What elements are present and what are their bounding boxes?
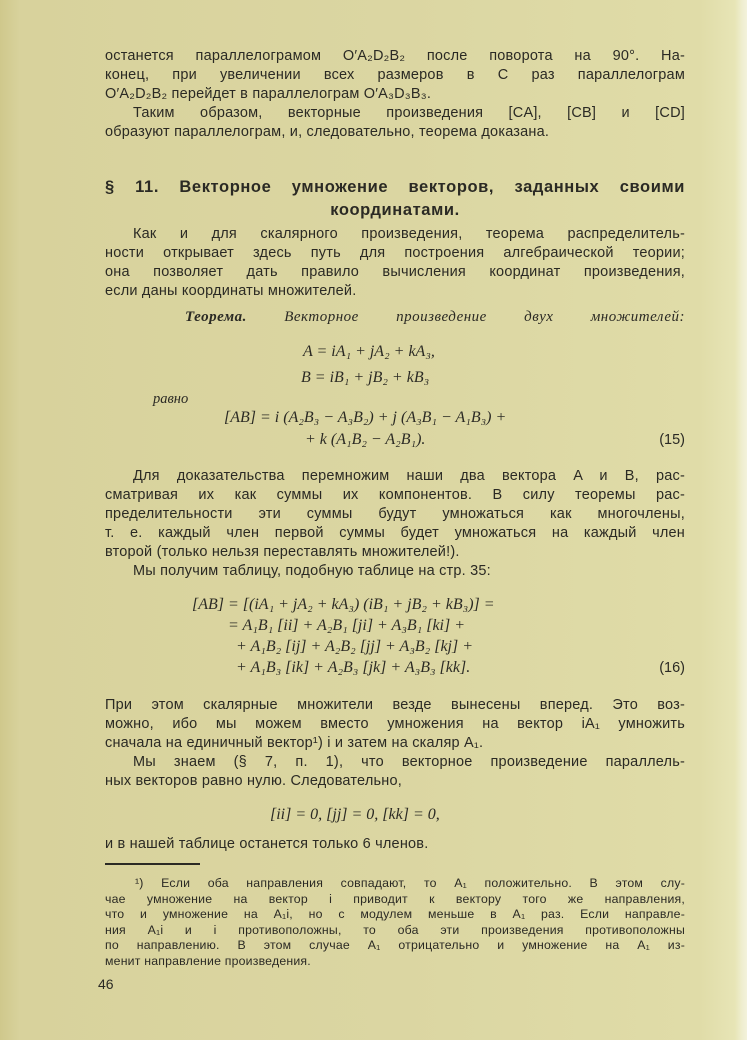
text-line: можно, ибо мы можем вместо умножения на вектор iA₁ умножить: [105, 716, 685, 732]
word-ravno: равно: [153, 391, 189, 407]
text-line: чае умножение на вектор i приводит к вектору того же направления,: [105, 891, 685, 906]
text-line: пределительности эти суммы будут умножаться как многочлены,: [105, 506, 685, 522]
text-line: Как и для скалярного произведения, теорема распределитель-: [133, 226, 685, 242]
equation-16-line-3: + A₁B₂ [ij] + A₂B₂ [jj] + A₃B₂ [kj] +: [236, 638, 474, 655]
equation-16-line-1: [AB] = [(iA₁ + jA₂ + kA₃) (iB₁ + jB₂ + kB₃)] =: [192, 596, 495, 613]
footnote: [105, 876, 685, 970]
theorem-text: Векторное произведение двух множителей:: [284, 309, 685, 325]
equation-16-number: (16): [659, 660, 685, 676]
text-line: O′A₂D₂B₂ перейдет в параллелограм O′A₃D₃B₃.: [105, 86, 432, 102]
text-line: второй (только нельзя переставлять множителей!).: [105, 544, 460, 560]
equation-16-line-2: = A₁B₁ [ii] + A₂B₁ [ji] + A₃B₁ [ki] +: [228, 617, 466, 634]
text-line: она позволяет дать правило вычисления координат произведения,: [105, 264, 685, 280]
paragraph-proof: [105, 467, 685, 581]
paragraph-six-terms: [105, 835, 685, 854]
text-line: менит направление произведения.: [105, 953, 311, 968]
section-heading: [105, 176, 685, 222]
text-line: § 11. Векторное умножение векторов, заданных своими: [105, 178, 685, 196]
intro-paragraph: [105, 47, 685, 142]
page-number: 46: [98, 976, 114, 992]
text-line: сматривая их как суммы их компонентов. В силу теоремы рас-: [105, 487, 685, 503]
equation-16-line-4: + A₁B₃ [ik] + A₂B₃ [jk] + A₃B₃ [kk].: [236, 659, 471, 676]
paragraph-parallel-vectors: [105, 753, 685, 791]
text-line: сначала на единичный вектор¹) i и затем на скаляр A₁.: [105, 735, 484, 751]
text-line: При этом скалярные множители везде вынесены вперед. Это воз-: [105, 697, 685, 713]
text-line: что и умножение на A₁i, но с модулем меньше в A₁ раз. Если направле-: [105, 907, 685, 922]
equation-zero-products: [ii] = 0, [jj] = 0, [kk] = 0,: [270, 806, 440, 823]
text-line: Мы знаем (§ 7, п. 1), что векторное произведение параллель-: [133, 754, 685, 770]
theorem-label: Теорема.: [185, 309, 247, 325]
text-line: конец, при увеличении всех размеров в C раз параллелограм: [105, 67, 685, 83]
text-line: Мы получим таблицу, подобную таблице на стр. 35:: [133, 563, 491, 579]
text-line: Таким образом, векторные произведения [CA], [CB] и [CD]: [133, 105, 685, 121]
text-line: ности открывает здесь путь для построения алгебраической теории;: [105, 245, 685, 261]
text-line: если даны координаты множителей.: [105, 283, 357, 299]
text-line: Для доказательства перемножим наши два вектора A и B, рас-: [133, 468, 685, 484]
text-line: ных векторов равно нулю. Следовательно,: [105, 773, 402, 789]
equation-vector-b: B = iB₁ + jB₂ + kB₃: [301, 369, 430, 386]
equation-vector-a: A = iA₁ + jA₂ + kA₃,: [303, 343, 435, 360]
text-line: ¹) Если оба направления совпадают, то A₁ положительно. В этом слу-: [135, 876, 685, 890]
equation-15-line-2: + k (A₁B₂ − A₂B₁).: [305, 431, 426, 448]
theorem-statement: [185, 307, 685, 327]
text-line: останется параллелограмом O′A₂D₂B₂ после поворота на 90°. На-: [105, 48, 685, 64]
text-line: образуют параллелограм, и, следовательно, теорема доказана.: [105, 124, 550, 140]
equation-15-line-1: [AB] = i (A₂B₃ − A₃B₂) + j (A₃B₁ − A₁B₃) +: [224, 409, 507, 426]
text-line: и в нашей таблице останется только 6 членов.: [105, 836, 429, 852]
text-line: координатами.: [330, 201, 460, 219]
paragraph-scalar-factors: [105, 696, 685, 753]
paragraph-distributivity: [105, 225, 685, 301]
text-line: ния A₁i и i противоположны, то оба эти произведения противоположны: [105, 922, 685, 937]
text-line: т. е. каждый член первой суммы будет умножаться на каждый член: [105, 525, 685, 541]
equation-15-number: (15): [659, 432, 685, 448]
footnote-divider: [105, 863, 200, 865]
text-line: по направлению. В этом случае A₁ отрицательно и умножение на A₁ из-: [105, 938, 685, 953]
